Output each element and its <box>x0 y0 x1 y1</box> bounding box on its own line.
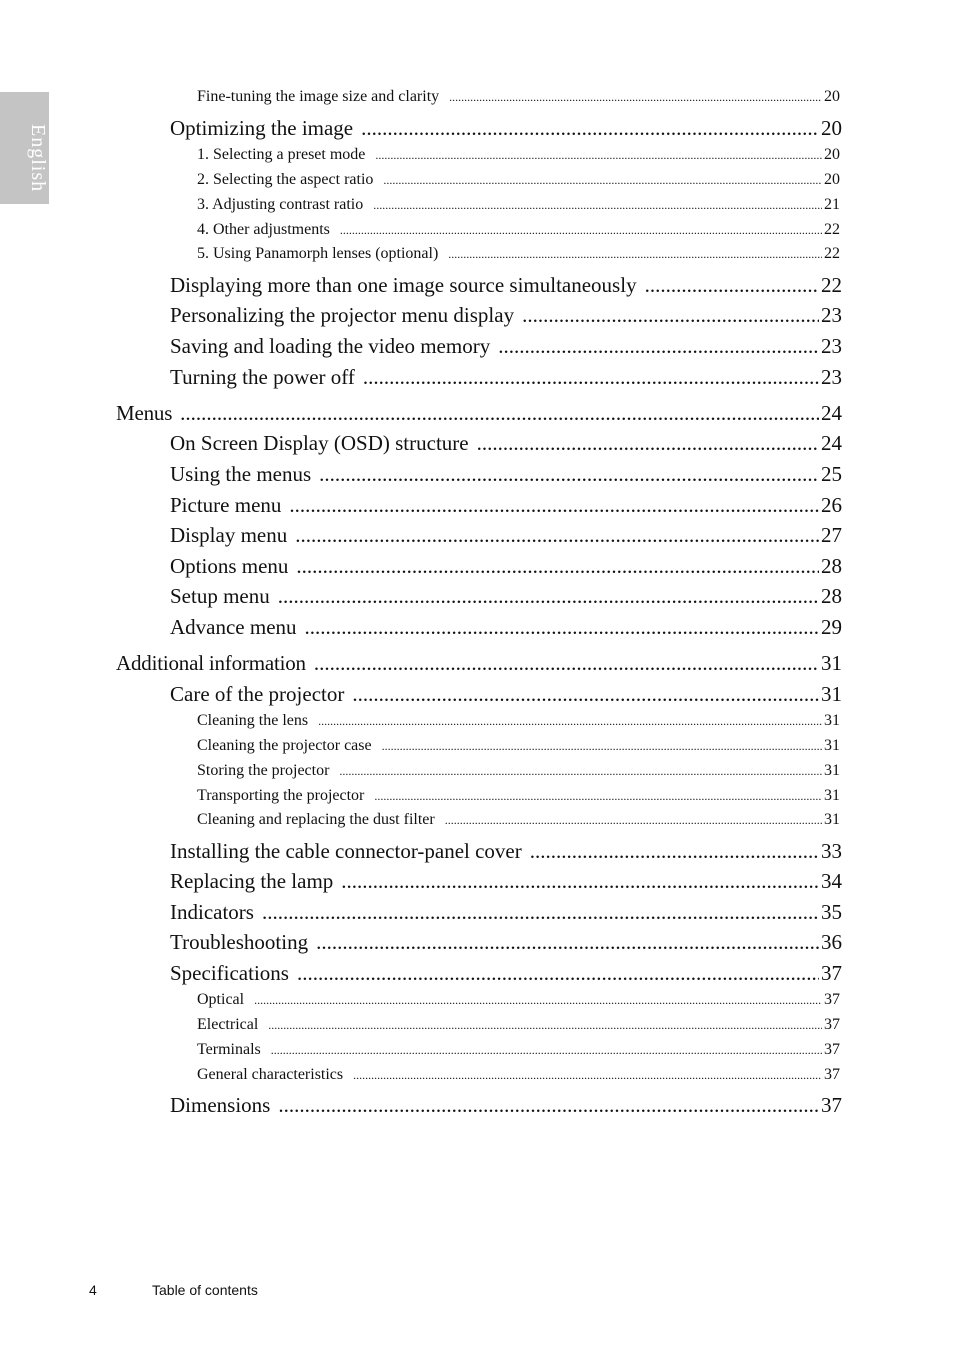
toc-entry-page: 23 <box>821 334 842 358</box>
toc-entry[interactable] <box>170 334 842 359</box>
toc-entry[interactable] <box>170 365 842 390</box>
toc-entry-title: Storing the projector <box>197 762 330 779</box>
toc-entry-page: 29 <box>821 615 842 639</box>
toc-entry-title: Optimizing the image <box>170 116 354 140</box>
toc-entry-page: 34 <box>821 869 842 893</box>
toc-dot-leader <box>498 334 819 359</box>
toc-entry-page: 37 <box>824 1066 840 1083</box>
toc-dot-leader <box>645 273 819 298</box>
toc-dot-leader <box>448 245 822 263</box>
toc-dot-leader <box>353 1066 822 1084</box>
toc-entry-title: Turning the power off <box>170 365 355 389</box>
toc-entry-title: Fine-tuning the image size and clarity <box>197 88 440 105</box>
toc-entry[interactable] <box>197 245 840 263</box>
toc-dot-leader <box>254 991 822 1009</box>
toc-entry-page: 33 <box>821 839 842 863</box>
toc-entry[interactable] <box>197 146 840 164</box>
toc-entry-page: 25 <box>821 462 842 486</box>
toc-entry[interactable] <box>197 712 840 730</box>
toc-entry-title: 3. Adjusting contrast ratio <box>197 196 364 213</box>
toc-entry-page: 22 <box>824 221 840 238</box>
toc-entry-title: Care of the projector <box>170 682 345 706</box>
toc-dot-leader <box>363 365 819 390</box>
toc-dot-leader <box>477 431 819 456</box>
toc-entry-page: 31 <box>824 787 840 804</box>
toc-entry-title: Saving and loading the video memory <box>170 334 491 358</box>
toc-dot-leader <box>341 869 819 894</box>
toc-dot-leader <box>262 900 819 925</box>
toc-entry-page: 28 <box>821 554 842 578</box>
toc-dot-leader <box>316 930 819 955</box>
toc-dot-leader <box>319 462 819 487</box>
toc-entry[interactable] <box>170 554 842 579</box>
toc-entry-page: 24 <box>821 401 842 425</box>
toc-entry-page: 31 <box>821 682 842 706</box>
toc-entry-title: Cleaning the lens <box>197 712 309 729</box>
toc-entry-title: Optical <box>197 991 245 1008</box>
toc-entry-page: 37 <box>821 961 842 985</box>
toc-entry-title: Replacing the lamp <box>170 869 334 893</box>
toc-entry-title: Terminals <box>197 1041 261 1058</box>
toc-entry-title: Additional information <box>116 651 306 675</box>
toc-entry[interactable] <box>116 401 842 426</box>
toc-dot-leader <box>314 651 819 676</box>
toc-entry-title: Transporting the projector <box>197 787 365 804</box>
toc-dot-leader <box>445 811 822 829</box>
toc-entry[interactable] <box>170 961 842 986</box>
toc-dot-leader <box>296 554 819 579</box>
toc-entry-title: 4. Other adjustments <box>197 221 330 238</box>
toc-entry[interactable] <box>197 787 840 805</box>
toc-dot-leader <box>278 1093 819 1118</box>
toc-entry-title: Specifications <box>170 961 289 985</box>
toc-entry-title: 5. Using Panamorph lenses (optional) <box>197 245 439 262</box>
toc-entry-title: Options menu <box>170 554 289 578</box>
toc-entry[interactable] <box>197 991 840 1009</box>
toc-entry-page: 37 <box>824 991 840 1008</box>
toc-entry-page: 20 <box>824 146 840 163</box>
toc-entry-title: Setup menu <box>170 584 270 608</box>
toc-entry-page: 24 <box>821 431 842 455</box>
toc-entry[interactable] <box>170 116 842 141</box>
toc-entry-page: 31 <box>824 762 840 779</box>
toc-entry[interactable] <box>170 839 842 864</box>
toc-entry-page: 23 <box>821 303 842 327</box>
toc-entry[interactable] <box>197 737 840 755</box>
toc-dot-leader <box>374 787 822 805</box>
toc-entry[interactable] <box>197 811 840 829</box>
toc-entry-page: 31 <box>824 811 840 828</box>
toc-entry[interactable] <box>116 651 842 676</box>
toc-entry[interactable] <box>197 1066 840 1084</box>
toc-entry-title: Cleaning the projector case <box>197 737 372 754</box>
toc-entry-page: 31 <box>824 712 840 729</box>
toc-entry-title: Advance menu <box>170 615 297 639</box>
toc-dot-leader <box>318 712 822 730</box>
toc-dot-leader <box>373 196 822 214</box>
toc-entry-title: Installing the cable connector-panel cover <box>170 839 522 863</box>
footer-section-title: Table of contents <box>152 1282 258 1298</box>
footer-page-number: 4 <box>89 1282 97 1298</box>
toc-entry-page: 31 <box>821 651 842 675</box>
toc-entry-title: 2. Selecting the aspect ratio <box>197 171 374 188</box>
toc-entry[interactable] <box>170 869 842 894</box>
toc-entry-title: Dimensions <box>170 1093 271 1117</box>
toc-entry[interactable] <box>170 303 842 328</box>
toc-entry[interactable] <box>170 682 842 707</box>
toc-entry-title: 1. Selecting a preset mode <box>197 146 366 163</box>
toc-entry-page: 23 <box>821 365 842 389</box>
toc-dot-leader <box>339 762 822 780</box>
toc-dot-leader <box>522 303 819 328</box>
toc-entry-page: 21 <box>824 196 840 213</box>
toc-dot-leader <box>271 1041 822 1059</box>
toc-entry-page: 26 <box>821 493 842 517</box>
toc-entry-page: 37 <box>821 1093 842 1117</box>
toc-entry-title: Displaying more than one image source simultaneously <box>170 273 637 297</box>
toc-dot-leader <box>340 221 822 239</box>
toc-entry-title: Display menu <box>170 523 288 547</box>
toc-entry-title: Menus <box>116 401 173 425</box>
toc-entry-page: 28 <box>821 584 842 608</box>
toc-entry-page: 27 <box>821 523 842 547</box>
toc-dot-leader <box>295 523 819 548</box>
toc-entry-page: 20 <box>824 88 840 105</box>
toc-entry-page: 20 <box>821 116 842 140</box>
toc-dot-leader <box>361 116 819 141</box>
toc-entry[interactable] <box>197 221 840 239</box>
toc-entry[interactable] <box>197 1041 840 1059</box>
toc-entry[interactable] <box>170 1093 842 1118</box>
toc-dot-leader <box>352 682 819 707</box>
toc-dot-leader <box>278 584 819 609</box>
toc-entry-title: General characteristics <box>197 1066 344 1083</box>
toc-entry-title: Electrical <box>197 1016 259 1033</box>
toc-entry[interactable] <box>170 273 842 298</box>
toc-entry-title: On Screen Display (OSD) structure <box>170 431 469 455</box>
toc-dot-leader <box>289 493 819 518</box>
toc-entry-title: Indicators <box>170 900 254 924</box>
toc-entry-title: Cleaning and replacing the dust filter <box>197 811 435 828</box>
toc-entry-page: 37 <box>824 1016 840 1033</box>
toc-entry[interactable] <box>170 930 842 955</box>
toc-dot-leader <box>268 1016 822 1034</box>
toc-entry[interactable] <box>170 462 842 487</box>
toc-entry[interactable] <box>197 1016 840 1034</box>
toc-entry-page: 22 <box>821 273 842 297</box>
toc-dot-leader <box>449 88 822 106</box>
toc-dot-leader <box>297 961 819 986</box>
toc-dot-leader <box>383 171 822 189</box>
toc-entry[interactable] <box>197 196 840 214</box>
toc-entry-title: Picture menu <box>170 493 282 517</box>
toc-entry[interactable] <box>170 900 842 925</box>
toc-dot-leader <box>530 839 819 864</box>
toc-entry[interactable] <box>170 523 842 548</box>
toc-dot-leader <box>382 737 822 755</box>
toc-entry-page: 35 <box>821 900 842 924</box>
toc-entry-page: 22 <box>824 245 840 262</box>
toc-entry[interactable] <box>197 171 840 189</box>
toc-entry-title: Personalizing the projector menu display <box>170 303 515 327</box>
toc-entry[interactable] <box>170 431 842 456</box>
toc-entry[interactable] <box>170 584 842 609</box>
toc-dot-leader <box>305 615 819 640</box>
toc-entry-page: 20 <box>824 171 840 188</box>
toc-entry-page: 37 <box>824 1041 840 1058</box>
toc-entry-page: 36 <box>821 930 842 954</box>
toc-entry[interactable] <box>197 762 840 780</box>
toc-entry-title: Troubleshooting <box>170 930 309 954</box>
toc-dot-leader <box>180 401 819 426</box>
toc-entry[interactable] <box>197 88 840 106</box>
language-tab-label: English <box>27 123 49 193</box>
toc-entry-page: 31 <box>824 737 840 754</box>
toc-entry-title: Using the menus <box>170 462 312 486</box>
toc-entry[interactable] <box>170 615 842 640</box>
toc-entry[interactable] <box>170 493 842 518</box>
toc-dot-leader <box>375 146 822 164</box>
